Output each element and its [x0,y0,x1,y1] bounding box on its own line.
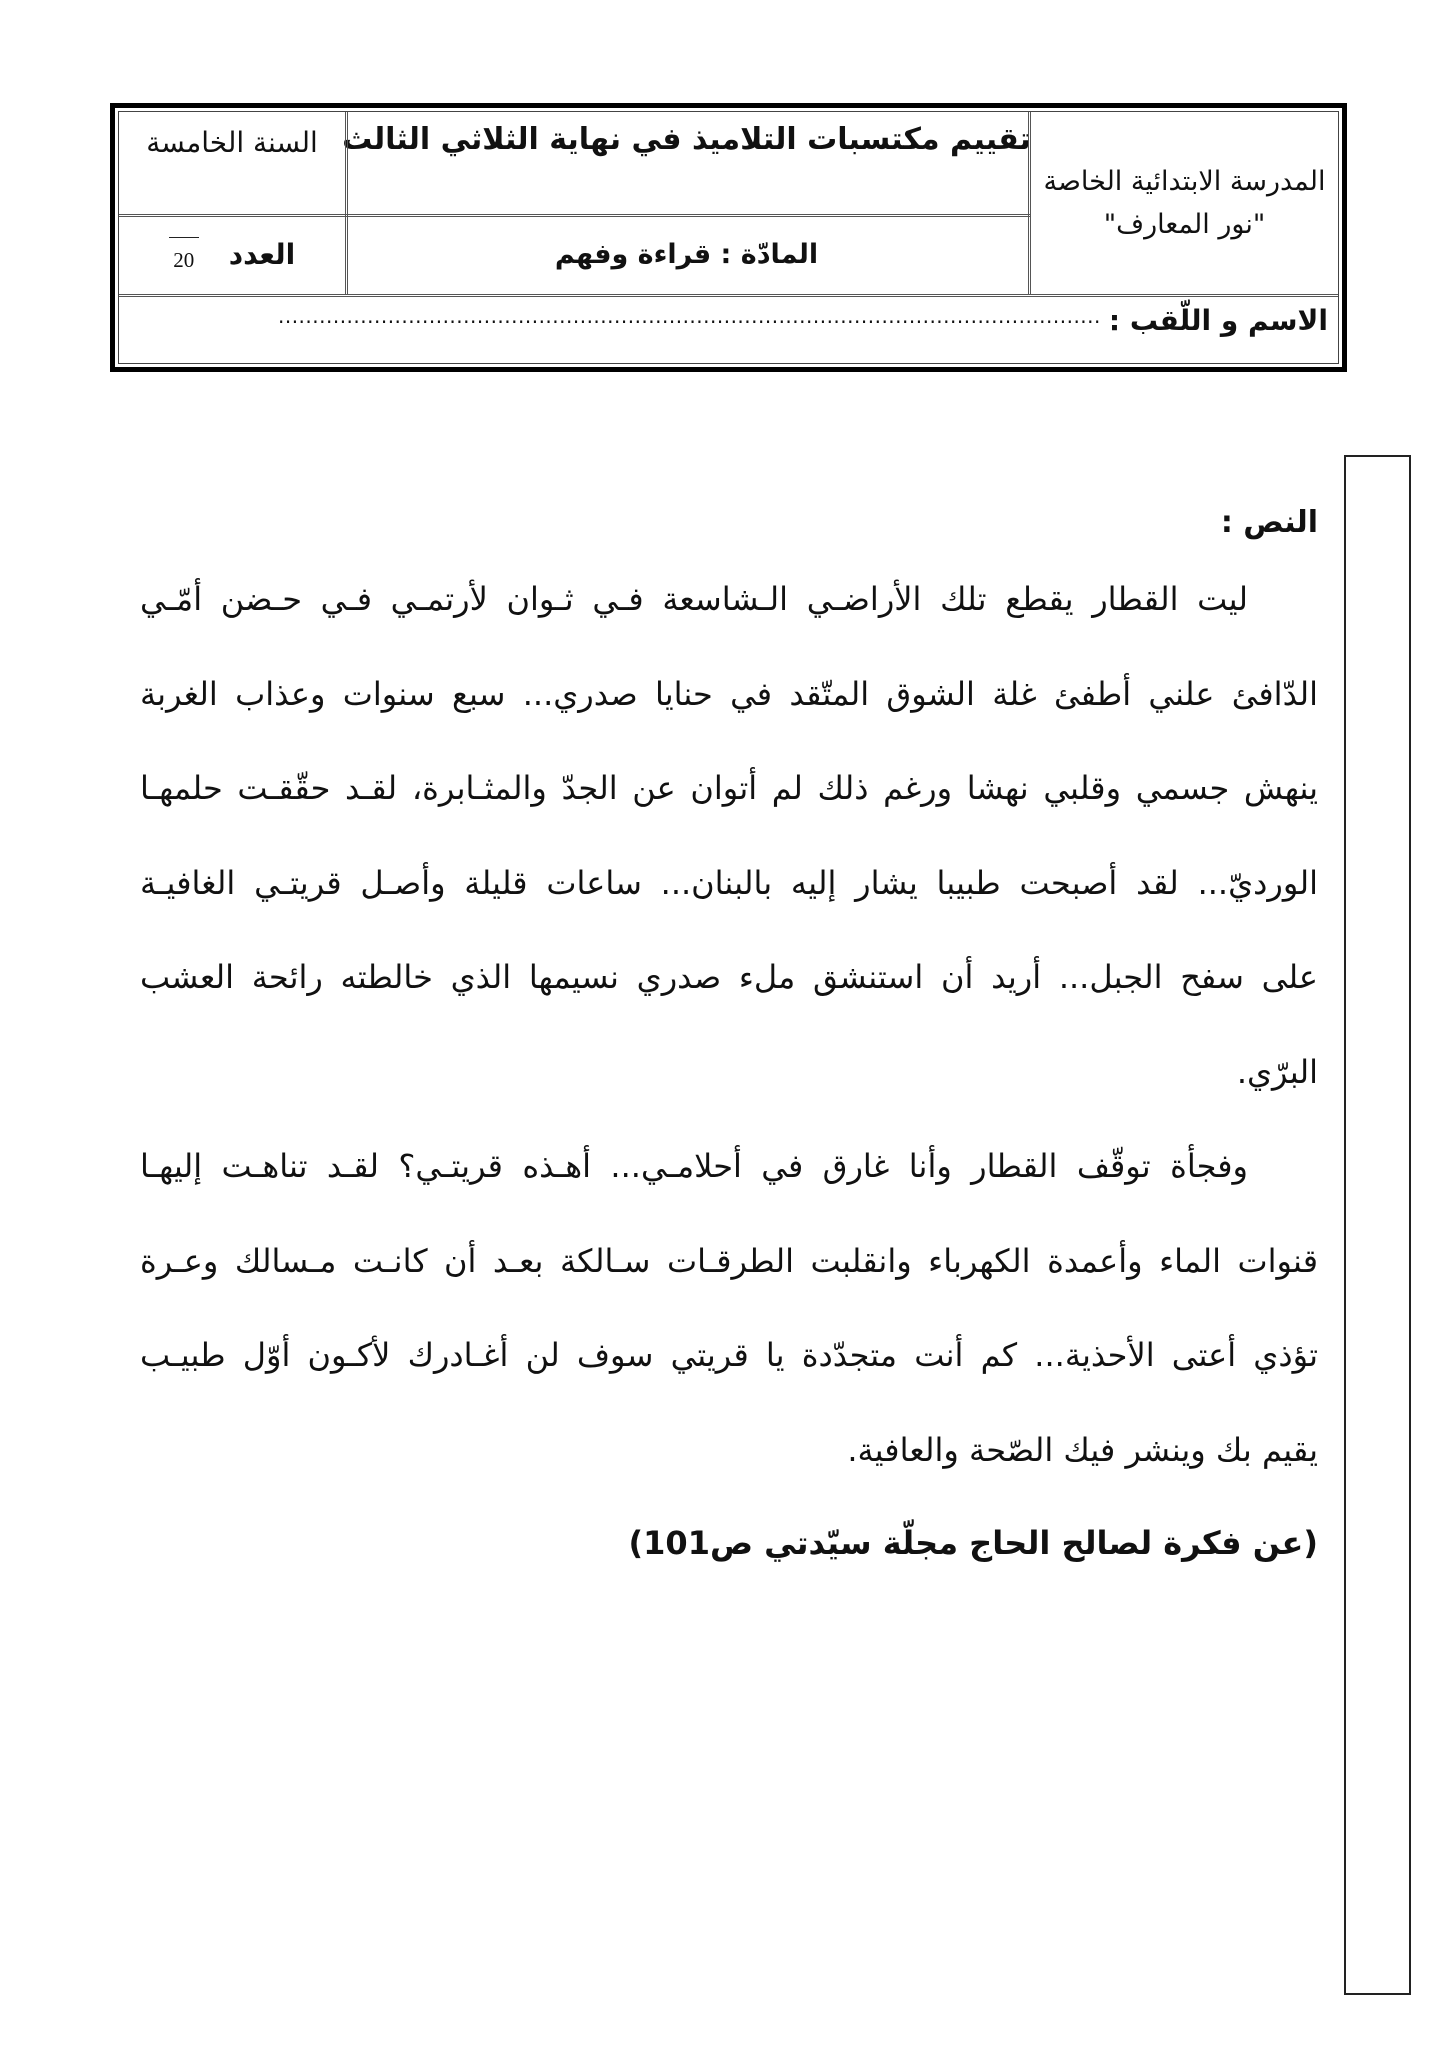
subject-label: المادّة : قراءة وفهم [554,238,819,270]
passage-line: وفجأة توقّف القطار وأنا غارق في أحلامـي... أهـذه قريتـي؟ لقـد تناهـت إليهـا [140,1147,1248,1185]
exam-title: تقييم مكتسبات التلاميذ في نهاية الثلاثي الثالث [342,122,1031,157]
student-name-blank[interactable]: ........................................................................................................................ [277,304,1101,328]
reading-passage [140,505,1318,1583]
divider [119,294,1338,297]
passage-line: الدّافئ علني أطفئ غلة الشوق المتّقد في حنايا صدري... سبع سنوات وعذاب الغربة [140,674,1318,713]
passage-line: البرّي. [1236,1052,1318,1091]
passage-line: على سفح الجبل... أريد أن استنشق ملء صدري نسيمها الذي خالطته رائحة العشب [140,958,1318,996]
school-name-cell [1031,112,1338,294]
passage-line: تؤذي أعتى الأحذية... كم أنت متجدّدة يا قريتي سوف لن أغـادرك لأكـون أوّل طبيـب [140,1336,1318,1374]
score-label: العدد [228,237,296,271]
school-name-line2: "نور المعارف" [1103,209,1266,240]
passage-line: ليت القطار يقطع تلك الأراضـي الـشاسعة فـي ثـوان لأرتمـي فـي حـضن أمّـي [140,580,1248,618]
score-fraction[interactable] [169,237,199,271]
exam-title-cell [342,112,1031,214]
passage-line: ينهش جسمي وقلبي نهشا ورغم ذلك لم أتوان عن الجدّ والمثـابرة، لقـد حقّقـت حلمهـا [140,769,1318,807]
passage-line: قنوات الماء وأعمدة الكهرباء وانقلبت الطرقـات سـالكة بعـد أن كانـت مـسالك وعـرة [140,1241,1318,1280]
school-name-line1: المدرسة الابتدائية الخاصة [1043,165,1326,197]
divider [1028,112,1031,294]
student-name-row[interactable] [119,294,1338,362]
divider [345,112,348,294]
grade-year: السنة الخامسة [146,126,318,159]
score-cell [119,214,345,294]
passage-source: (عن فكرة لصالح الحاج مجلّة سيّدتي ص101) [628,1524,1318,1562]
divider [119,214,1031,217]
subject-cell [342,214,1031,294]
score-denominator: 20 [173,248,195,272]
grade-year-cell [119,112,345,214]
student-name-label: الاسم و اللّقب : [1108,304,1328,337]
score-blank [169,237,199,246]
header-table-inner [118,111,1339,364]
grading-margin-box [1344,455,1411,1995]
passage-label: النص : [1220,505,1318,540]
header-table [110,103,1347,372]
passage-line: يقيم بك وينشر فيك الصّحة والعافية. [847,1430,1318,1469]
passage-line: الورديّ... لقد أصبحت طبيبا يشار إليه بالبنان... ساعات قليلة وأصـل قريتـي الغافيـة [140,863,1318,902]
